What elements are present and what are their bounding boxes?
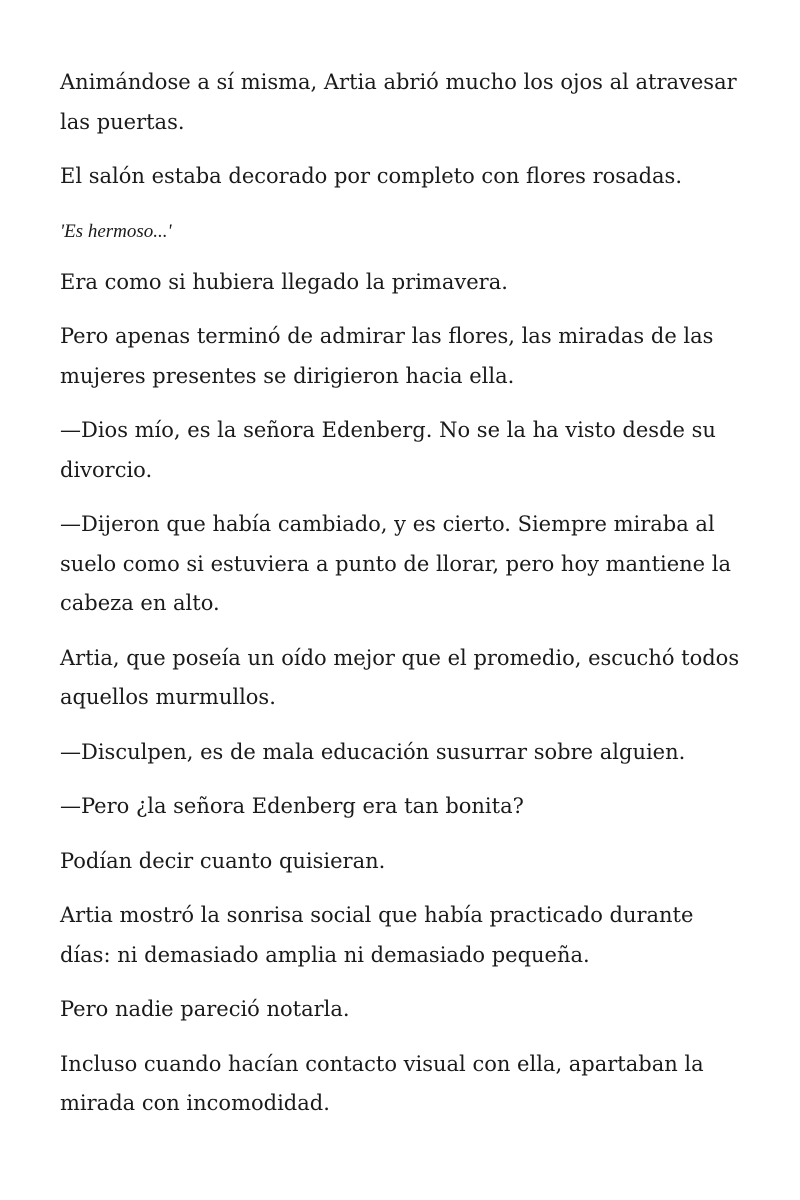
paragraph-thought: 'Es hermoso...' [60, 220, 172, 242]
paragraph: Artia mostró la sonrisa social que había practicado durante días: ni demasiado amplia ni demasiado pequeña. [60, 903, 694, 967]
paragraph-dialogue: —Dijeron que había cambiado, y es cierto. Siempre miraba al suelo como si estuviera a punto de llorar, pero hoy mantiene la cabeza en alto. [60, 512, 732, 615]
paragraph: Era como si hubiera llegado la primavera. [60, 269, 508, 294]
paragraph: Artia, que poseía un oído mejor que el promedio, escuchó todos aquellos murmullos. [60, 645, 740, 709]
paragraph-dialogue: —Dios mío, es la señora Edenberg. No se la ha visto desde su divorcio. [60, 418, 716, 482]
paragraph: Incluso cuando hacían contacto visual con ella, apartaban la mirada con incomodidad. [60, 1051, 704, 1115]
paragraph-dialogue: —Pero ¿la señora Edenberg era tan bonita? [60, 794, 524, 818]
paragraph: Animándose a sí misma, Artia abrió mucho los ojos al atravesar las puertas. [60, 70, 737, 134]
paragraph: El salón estaba decorado por completo con flores rosadas. [60, 164, 683, 188]
paragraph: Pero nadie pareció notarla. [60, 997, 350, 1021]
paragraph-dialogue: —Disculpen, es de mala educación susurrar sobre alguien. [60, 739, 686, 764]
paragraph: Podían decir cuanto quisieran. [60, 848, 386, 873]
paragraph: Pero apenas terminó de admirar las flores, las miradas de las mujeres presentes se dirigieron hacia ella. [60, 324, 714, 388]
